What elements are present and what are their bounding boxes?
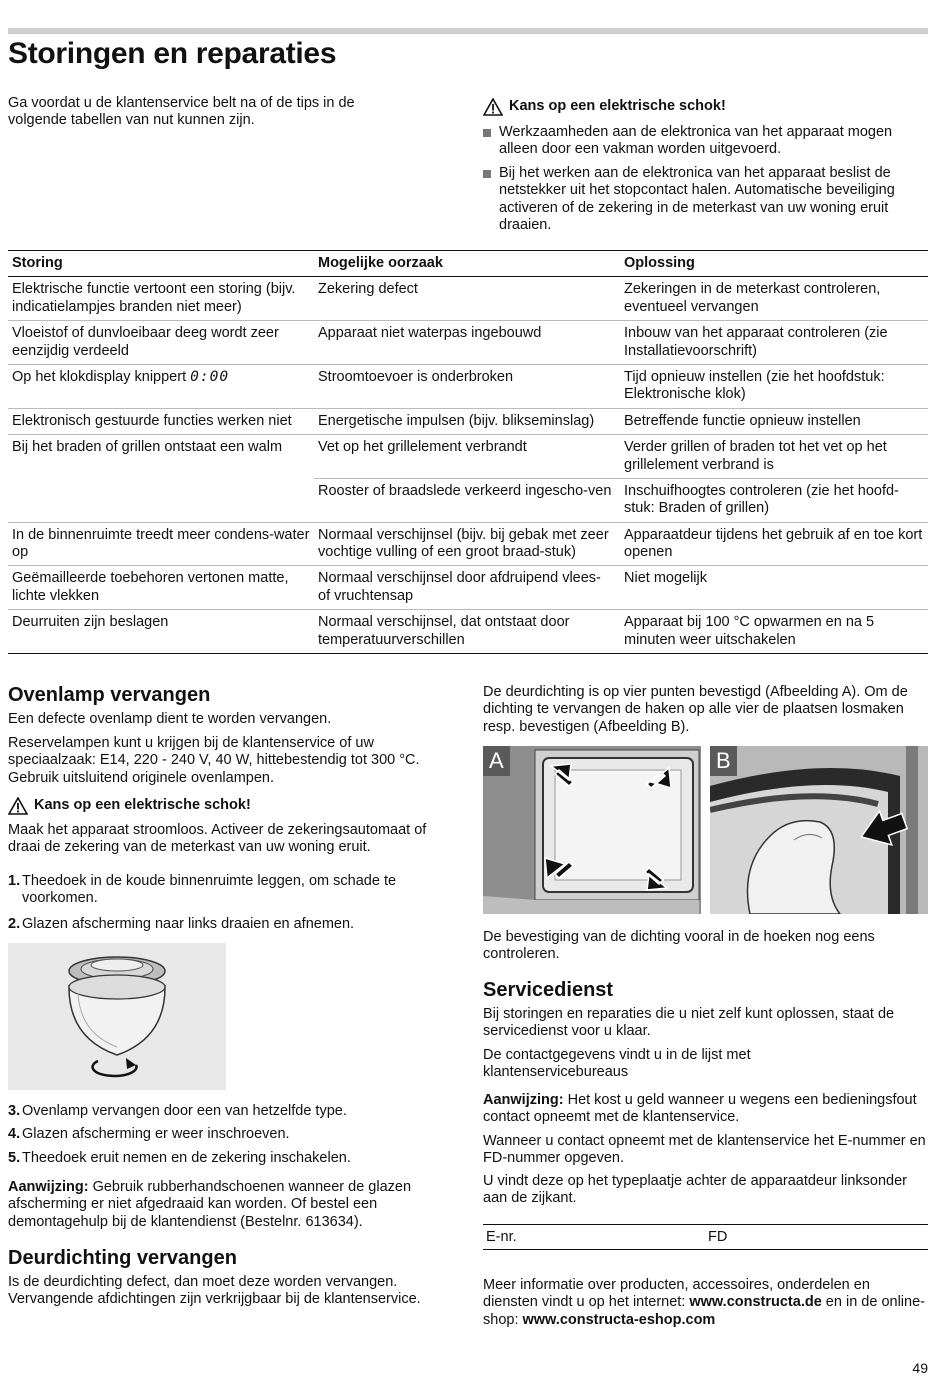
list-item (8, 1150, 448, 1167)
table-cell: Inschuifhoogtes controleren (zie het hoofd-stuk: Braden of grillen) (620, 478, 928, 522)
ovenlamp-steps-b (8, 1103, 448, 1173)
table-row (8, 408, 928, 434)
clock-display-glyph: 0:00 (190, 368, 230, 385)
table-cell: Vet op het grillelement verbrandt (314, 435, 620, 479)
fd-label: FD (708, 1229, 728, 1245)
table-row (8, 321, 928, 365)
door-seal-figure-b (710, 746, 928, 914)
ovenlamp-warning-text: Maak het apparaat stroomloos. Activeer de zekeringsautomaat of draai de zekering van de meterkast van uw woning eruit. (8, 822, 427, 856)
table-cell-text: Op het klokdisplay knippert (12, 368, 187, 385)
table-cell: Apparaat niet waterpas ingebouwd (314, 321, 620, 365)
step-text: Glazen afscherming er weer inschroeven. (22, 1126, 290, 1143)
table-row (8, 277, 928, 321)
table-row (8, 566, 928, 610)
service-more-info (483, 1277, 928, 1329)
table-cell: Bij het braden of grillen ontstaat een walm (12, 439, 283, 456)
figure-a (483, 746, 701, 914)
table-cell: Elektrische functie vertoont een storing (bijv. indicatielampjes branden niet meer) (8, 277, 314, 321)
table-cell: Verder grillen of braden tot het vet op het grillelement verbrand is (620, 435, 928, 479)
more-info-text: en in de online-shop: (483, 1294, 925, 1328)
warning-title: Kans op een elektrische schok! (509, 98, 726, 115)
table-cell (8, 478, 314, 522)
step-text: Theedoek eruit nemen en de zekering inschakelen. (22, 1149, 351, 1166)
list-item (8, 1126, 448, 1143)
service-p1: Bij storingen en reparaties die u niet zelf kunt oplossen, staat de servicedienst voor u klaar. (483, 1006, 895, 1040)
warning-triangle-icon (483, 98, 503, 116)
figure-a-label: A (483, 746, 510, 776)
table-cell: Normaal verschijnsel, dat ontstaat door temperatuurverschillen (314, 610, 620, 654)
service-p2: De contactgegevens vindt u in de lijst met klantenservicebureaus (483, 1047, 751, 1081)
table-cell: Deurruiten zijn beslagen (8, 610, 314, 654)
deurdichting-p1: Is de deurdichting defect, dan moet deze worden vervangen. Vervangende afdichtingen zijn verkrijgbaar bij de klantenservice. (8, 1274, 421, 1308)
table-cell: Niet mogelijk (620, 566, 928, 610)
ovenlamp-warning (8, 797, 251, 815)
more-info-text: Meer informatie over producten, accessoires, onderdelen en diensten vindt u op het internet: (483, 1277, 870, 1311)
service-note (483, 1092, 928, 1127)
table-cell: Rooster of braadslede verkeerd ingescho-ven (314, 478, 620, 522)
website-link[interactable]: www.constructa.de (689, 1294, 822, 1311)
header-rule (8, 28, 928, 34)
section-title-ovenlamp: Ovenlamp vervangen (8, 684, 211, 706)
lamp-cover-illustration (8, 943, 226, 1090)
warning-item: Bij het werken aan de elektronica van het apparaat beslist de netstekker uit het stopcontact halen. Automatische beveiliging activeren of de zekering in de meterkast van uw woning eruit draaien. (483, 165, 928, 235)
section-title-servicedienst: Servicedienst (483, 979, 614, 1001)
ovenlamp-p2: Reservelampen kunt u krijgen bij de klantenservice of uw speciaalzaak: E14, 220 - 240 V, 40 W, hittebestendig tot 300 °C. Gebruik uitsluitend originele ovenlampen. (8, 735, 420, 786)
column-header: Mogelijke oorzaak (314, 251, 620, 277)
fault-table (8, 250, 928, 654)
table-header-row (8, 251, 928, 277)
list-item (8, 1103, 448, 1120)
table-cell: Zekering defect (314, 277, 620, 321)
table-row (8, 435, 928, 479)
step-number: 1. (8, 873, 21, 889)
intro-text: Ga voordat u de klantenservice belt na of de tips in de volgende tabellen van nut kunnen zijn. (8, 95, 355, 129)
step-number: 3. (8, 1103, 21, 1119)
column-header: Oplossing (620, 251, 928, 277)
deurdichting-p-after: De bevestiging van de dichting vooral in de hoeken nog eens controleren. (483, 929, 875, 963)
service-p4: U vindt deze op het typeplaatje achter de apparaatdeur linksonder aan de zijkant. (483, 1173, 908, 1207)
warning-title: Kans op een elektrische schok! (34, 797, 251, 814)
note-label: Aanwijzing: (483, 1092, 564, 1108)
ovenlamp-p1: Een defecte ovenlamp dient te worden vervangen. (8, 711, 332, 727)
deurdichting-p-right: De deurdichting is op vier punten bevestigd (Afbeelding A). Om de dichting te vervangen de haken op alle vier de plaatsen losmaken resp. bevestigen (Afbeelding B). (483, 684, 908, 735)
table-cell: In de binnenruimte treedt meer condens-water op (8, 522, 314, 566)
column-header: Storing (8, 251, 314, 277)
door-seal-figure-a (483, 746, 701, 914)
figure-b (710, 746, 928, 914)
section-title-deurdichting: Deurdichting vervangen (8, 1247, 237, 1269)
ovenlamp-steps-a (8, 873, 448, 941)
page-number: 49 (912, 1360, 928, 1376)
warning-item: Werkzaamheden aan de elektronica van het apparaat mogen alleen door een vakman worden uitgevoerd. (483, 124, 928, 159)
page-title: Storingen en reparaties (8, 37, 337, 70)
table-cell: Betreffende functie opnieuw instellen (620, 408, 928, 434)
table-row (8, 522, 928, 566)
step-number: 2. (8, 915, 21, 932)
eshop-link[interactable]: www.constructa-eshop.com (522, 1311, 716, 1328)
note-text: Gebruik rubberhandschoenen wanneer de glazen afscherming er niet afgedraaid kan worden. Of bestel een demontagehulp bij de klantendienst (Bestelnr. 613634). (8, 1179, 412, 1230)
table-cell: Inbouw van het apparaat controleren (zie Installatievoorschrift) (620, 321, 928, 365)
list-item (8, 873, 448, 908)
ovenlamp-note (8, 1179, 453, 1231)
note-text: Het kost u geld wanneer u wegens een bedieningsfout contact opneemt met de klantenservice. (483, 1092, 917, 1126)
step-number: 4. (8, 1126, 21, 1143)
step-number: 5. (8, 1149, 21, 1166)
table-cell: Stroomtoevoer is onderbroken (314, 364, 620, 408)
table-cell: Zekeringen in de meterkast controleren, eventueel vervangen (620, 277, 928, 321)
warning-top (483, 98, 928, 240)
table-cell: Normaal verschijnsel (bijv. bij gebak met zeer vochtige vulling of een groot braad-stuk) (314, 522, 620, 566)
table-cell (8, 364, 314, 408)
table-row (8, 478, 928, 522)
warning-list (483, 124, 928, 234)
table-row (8, 364, 928, 408)
table-cell: Apparaatdeur tijdens het gebruik af en toe kort openen (620, 522, 928, 566)
figure-b-label: B (710, 746, 737, 776)
table-cell: Vloeistof of dunvloeibaar deeg wordt zeer eenzijdig verdeeld (8, 321, 314, 365)
table-cell: Normaal verschijnsel door afdruipend vlees- of vruchtensap (314, 566, 620, 610)
table-cell: Elektronisch gestuurde functies werken niet (8, 408, 314, 434)
e-nr-label: E-nr. (486, 1229, 517, 1245)
table-row (8, 610, 928, 654)
table-cell: Apparaat bij 100 °C opwarmen en na 5 minuten weer uitschakelen (620, 610, 928, 654)
table-cell: Energetische impulsen (bijv. blikseminslag) (314, 408, 620, 434)
service-p3: Wanneer u contact opneemt met de klantenservice het E-nummer en FD-nummer opgeven. (483, 1133, 926, 1167)
step-text: Theedoek in de koude binnenruimte leggen, om schade te voorkomen. (22, 873, 397, 907)
table-cell: Tijd opnieuw instellen (zie het hoofdstuk: Elektronische klok) (620, 364, 928, 408)
step-text: Ovenlamp vervangen door een van hetzelfde type. (22, 1103, 347, 1119)
warning-triangle-icon (8, 797, 28, 815)
list-item (8, 916, 448, 933)
step-text: Glazen afscherming naar links draaien en afnemen. (22, 915, 355, 932)
lamp-cover-figure (8, 943, 226, 1090)
table-cell: Geëmailleerde toebehoren vertonen matte, lichte vlekken (8, 566, 314, 610)
e-nr-fd-field (483, 1224, 928, 1250)
note-label: Aanwijzing: (8, 1179, 89, 1195)
